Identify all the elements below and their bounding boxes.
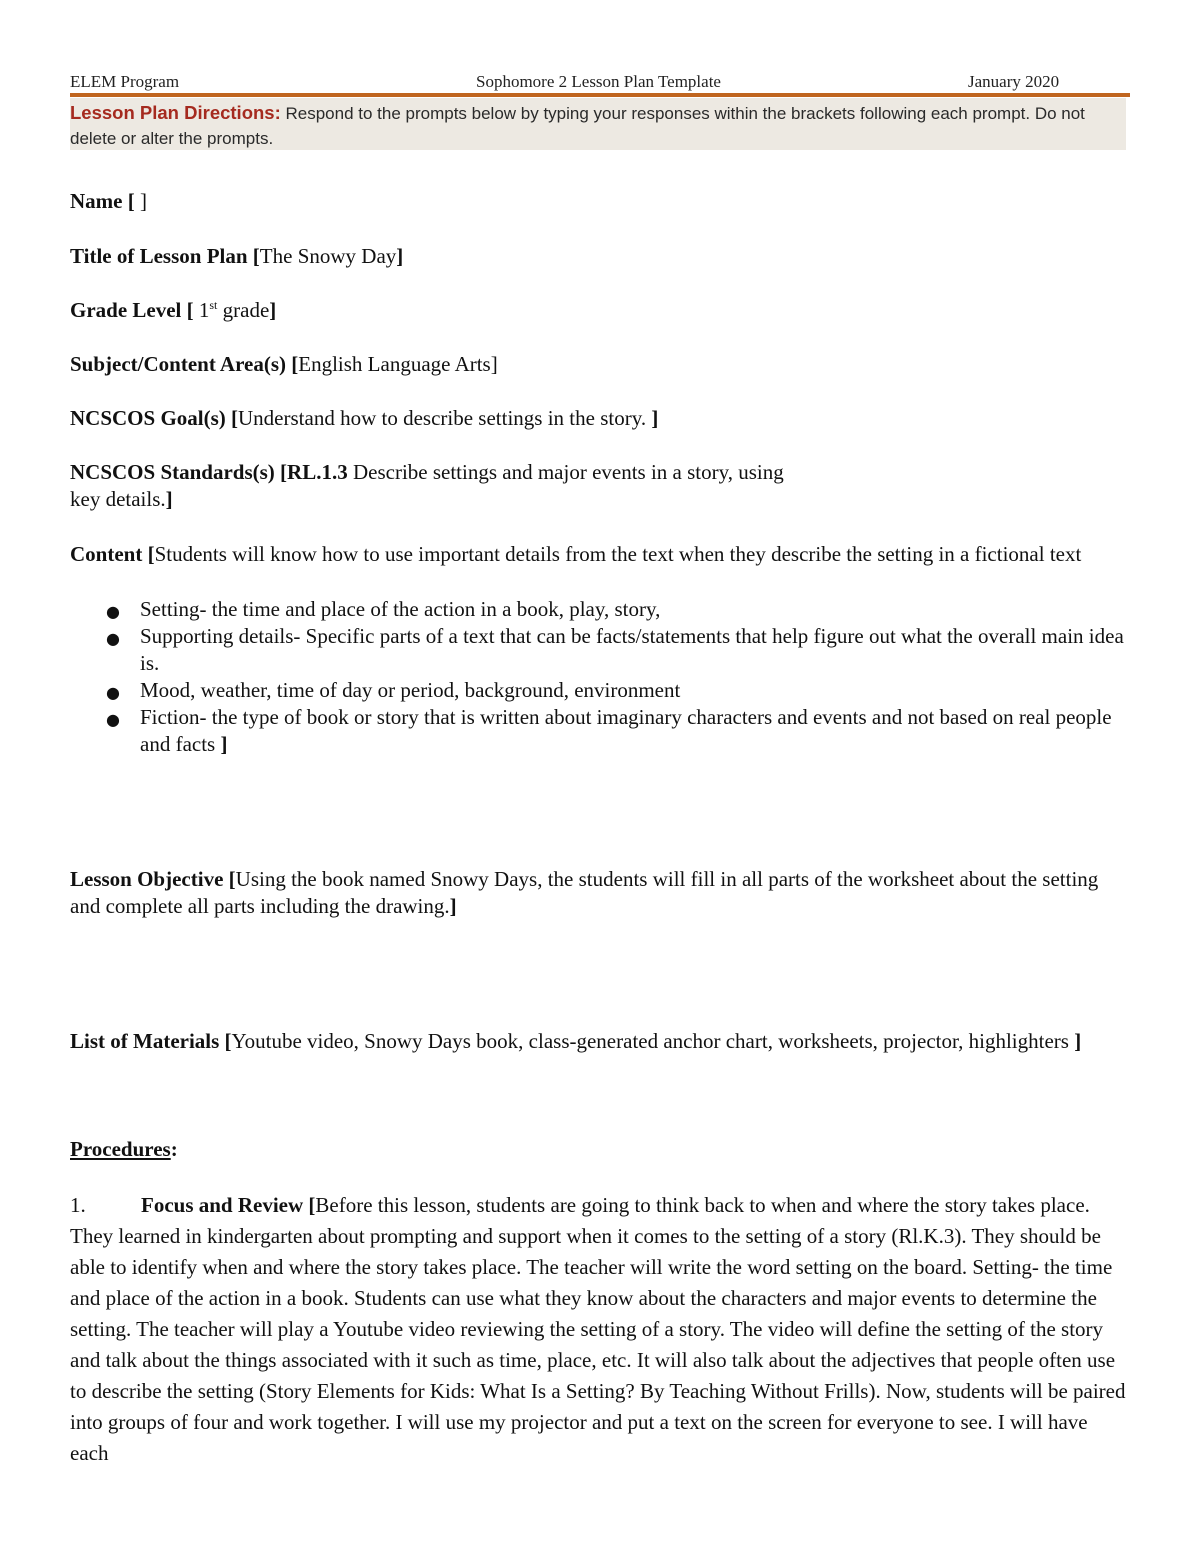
field-materials-close: ] (1074, 1029, 1082, 1053)
list-item (70, 704, 1126, 758)
procedure-step-1 (70, 1190, 1126, 1469)
field-name-value[interactable]: ] (134, 189, 147, 213)
field-subject-value[interactable]: English Language Arts] (298, 352, 498, 376)
field-title (70, 243, 1126, 270)
field-objective (70, 866, 1126, 920)
bullet-text[interactable]: Supporting details- Specific parts of a text that can be facts/statements that help figure out what the overall main idea is. (140, 624, 1124, 675)
procedures-heading-text: Procedures (70, 1137, 171, 1161)
field-content-value[interactable]: Students will know how to use important details from the text when they describe the setting in a fictional text (154, 542, 1082, 566)
procedure-step-text[interactable]: Before this lesson, students are going to think back to when and where the story takes place. They learned in kindergarten about prompting and support when it comes to the setting of a story (Rl.K.3). They should be able to identify when and where the story takes place. The teacher will write the word setting on the board. Setting- the time and place of the action in a book. Students can use what they know about the characters and major events to determine the setting. The teacher will play a Youtube video reviewing the setting of a story. The video will define the setting of the story and talk about the things associated with it such as time, place, etc. It will also talk about the adjectives that people often use to describe the setting (Story Elements for Kids: What Is a Setting? By Teaching Without Frills). Now, students will be paired into groups of four and work together. I will use my projector and put a text on the screen for everyone to see. I will have each (70, 1193, 1126, 1465)
procedures-heading-colon: : (170, 1137, 178, 1161)
field-objective-value[interactable]: Using the book named Snowy Days, the students will fill in all parts of the worksheet about the setting and complete all parts including the drawing. (70, 867, 1099, 918)
field-materials (70, 1028, 1126, 1055)
bullet-icon: ● (106, 629, 120, 648)
field-subject-label: Subject/Content Area(s) [ (70, 352, 299, 376)
field-standards-label: NCSCOS Standards(s) [RL.1.3 (70, 460, 348, 484)
header-program: ELEM Program (70, 72, 180, 91)
procedures-heading (70, 1137, 178, 1162)
field-goal-close: ] (651, 406, 659, 430)
field-name (70, 188, 1126, 215)
header-template-title: Sophomore 2 Lesson Plan Template (476, 72, 721, 91)
field-standards-value-line2[interactable]: key details. (70, 487, 166, 511)
field-goal-label: NCSCOS Goal(s) [ (70, 406, 239, 430)
field-content-label: Content [ (70, 542, 155, 566)
list-item (70, 623, 1126, 677)
field-grade (70, 297, 1126, 324)
content-bullet-list (70, 596, 1126, 758)
field-standards-value[interactable]: Describe settings and major events in a story, using (347, 460, 784, 484)
list-item (70, 596, 1126, 623)
field-objective-close: ] (449, 894, 457, 918)
field-goal (70, 405, 1126, 432)
field-objective-label: Lesson Objective [ (70, 867, 236, 891)
field-content-close: ] (220, 732, 228, 756)
bullet-text[interactable]: Fiction- the type of book or story that is written about imaginary characters and events and not based on real people and facts (140, 705, 1112, 756)
procedure-step-number: 1. (70, 1193, 86, 1217)
field-content (70, 541, 1126, 568)
bullet-icon: ● (106, 710, 120, 729)
bullet-icon: ● (106, 602, 120, 621)
field-goal-value[interactable]: Understand how to describe settings in the story. (238, 406, 652, 430)
bullet-icon: ● (106, 683, 120, 702)
field-grade-label: Grade Level [ (70, 298, 194, 322)
field-standards-close: ] (165, 487, 173, 511)
field-materials-label: List of Materials [ (70, 1029, 232, 1053)
grade-word: grade (217, 298, 270, 322)
directions-label: Lesson Plan Directions: (70, 102, 281, 123)
header-rule (70, 93, 1130, 97)
list-item (70, 677, 1126, 704)
field-title-value[interactable]: The Snowy Day (259, 244, 397, 268)
procedure-step-label: Focus and Review [ (141, 1193, 316, 1217)
field-name-label: Name [ (70, 189, 135, 213)
field-subject (70, 351, 1126, 378)
field-standards (70, 459, 1126, 513)
field-grade-value[interactable] (194, 298, 270, 322)
bullet-text[interactable]: Mood, weather, time of day or period, background, environment (140, 678, 681, 702)
header-date: January 2020 (968, 72, 1060, 91)
directions-box (70, 98, 1126, 150)
grade-ordinal: st (209, 298, 218, 312)
field-title-close: ] (396, 244, 404, 268)
field-title-label: Title of Lesson Plan [ (70, 244, 260, 268)
field-grade-close: ] (269, 298, 277, 322)
directions-text: Respond to the prompts below by typing your responses within the brackets following each prompt. Do not delete or alter the prompts. (70, 104, 1085, 148)
page-header (70, 72, 1130, 94)
field-materials-value[interactable]: Youtube video, Snowy Days book, class-generated anchor chart, worksheets, projector, highlighters (231, 1029, 1075, 1053)
bullet-text[interactable]: Setting- the time and place of the action in a book, play, story, (140, 597, 661, 621)
grade-number: 1 (193, 298, 210, 322)
